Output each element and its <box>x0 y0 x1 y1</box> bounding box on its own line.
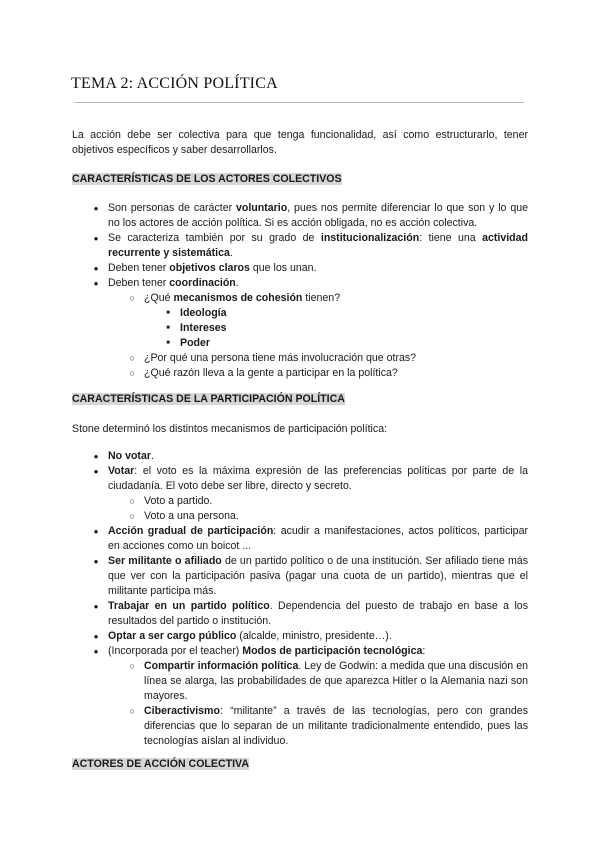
list-item: ● Optar a ser cargo público (alcalde, ministro, presidente…). <box>72 629 528 644</box>
bullet-disc-icon: ● <box>93 234 99 243</box>
bullet-square-icon: ■ <box>166 340 170 346</box>
list-item: ● (Incorporada por el teacher) Modos de participación tecnológica: <box>72 644 528 659</box>
bullet-square-icon: ■ <box>166 310 170 316</box>
bullet-disc-icon: ● <box>93 452 99 461</box>
bullet-circle-icon: ○ <box>129 496 135 506</box>
sub-list-item: ○ ¿Por qué una persona tiene más involucración que otras? <box>72 351 528 366</box>
bullet-circle-icon: ○ <box>129 706 135 716</box>
list-item: ● Votar: el voto es la máxima expresión de las preferencias políticas por parte de la ciudadanía. El voto debe ser libre, directo y secreto. <box>72 464 528 494</box>
bullet-circle-icon: ○ <box>129 511 135 521</box>
bullet-circle-icon: ○ <box>129 293 135 303</box>
list-actores <box>72 201 528 381</box>
bullet-disc-icon: ● <box>93 557 99 566</box>
intro-paragraph: La acción debe ser colectiva para que tenga funcionalidad, así como estructurarlo, tener objetivos específicos y saber desarrollarlos. <box>72 129 528 156</box>
section-heading-actores-accion: ACTORES DE ACCIÓN COLECTIVA <box>72 758 249 770</box>
bullet-disc-icon: ● <box>93 602 99 611</box>
list-item: ● Se caracteriza también por su grado de institucionalización: tiene una actividad recurrente y sistemática. <box>72 231 528 261</box>
section-heading-actores: CARACTERÍSTICAS DE LOS ACTORES COLECTIVOS <box>72 173 342 185</box>
section-heading-participacion: CARACTERÍSTICAS DE LA PARTICIPACIÓN POLÍTICA <box>72 393 345 405</box>
bullet-disc-icon: ● <box>93 467 99 476</box>
bullet-disc-icon: ● <box>93 632 99 641</box>
bullet-circle-icon: ○ <box>129 368 135 378</box>
sub-list-item: ○ ¿Qué razón lleva a la gente a participar en la política? <box>72 366 528 381</box>
sub-sub-list-item: ■ Ideología <box>72 306 528 321</box>
sub-sub-list-item: ■ Intereses <box>72 321 528 336</box>
list-item: ● Son personas de carácter voluntario, pues nos permite diferenciar lo que son y lo que no los actores de acción política. Si es acción obligada, no es acción colectiva. <box>72 201 528 231</box>
bullet-square-icon: ■ <box>166 325 170 331</box>
bullet-circle-icon: ○ <box>129 353 135 363</box>
page-title: TEMA 2: ACCIÓN POLÍTICA <box>71 75 278 92</box>
list-item: ● Acción gradual de participación: acudir a manifestaciones, actos políticos, participar en acciones como un boicot ... <box>72 524 528 554</box>
title-divider <box>74 102 524 103</box>
sub-list-item: ○ Voto a una persona. <box>72 509 528 524</box>
bullet-disc-icon: ● <box>93 204 99 213</box>
bullet-disc-icon: ● <box>93 279 99 288</box>
bullet-disc-icon: ● <box>93 647 99 656</box>
participacion-intro: Stone determinó los distintos mecanismos de participación política: <box>72 423 388 435</box>
sub-list-item: ○ Ciberactivismo: “militante” a través de las tecnologías, pero con grandes diferencias que lo separan de un militante tradicionalmente entendido, pues las tecnologías aíslan al individuo. <box>72 704 528 749</box>
sub-list-item: ○ ¿Qué mecanismos de cohesión tienen? <box>72 291 528 306</box>
bullet-disc-icon: ● <box>93 527 99 536</box>
list-participacion <box>72 449 528 749</box>
list-item: ● Deben tener objetivos claros que los unan. <box>72 261 528 276</box>
sub-list-item: ○ Compartir información política. Ley de Godwin: a medida que una discusión en línea se alarga, las probabilidades de que aparezca Hitler o la Alemania nazi son mayores. <box>72 659 528 704</box>
sub-list-item: ○ Voto a partido. <box>72 494 528 509</box>
list-item: ● Trabajar en un partido político. Dependencia del puesto de trabajo en base a los resultados del partido o institución. <box>72 599 528 629</box>
list-item: ● Deben tener coordinación. <box>72 276 528 291</box>
list-item: ● No votar. <box>72 449 528 464</box>
bullet-disc-icon: ● <box>93 264 99 273</box>
sub-sub-list-item: ■ Poder <box>72 336 528 351</box>
bullet-circle-icon: ○ <box>129 661 135 671</box>
list-item: ● Ser militante o afiliado de un partido político o de una institución. Ser afiliado tiene más que ver con la participación pasiva (pagar una cuota de un partido), mientras que el militante participa más. <box>72 554 528 599</box>
